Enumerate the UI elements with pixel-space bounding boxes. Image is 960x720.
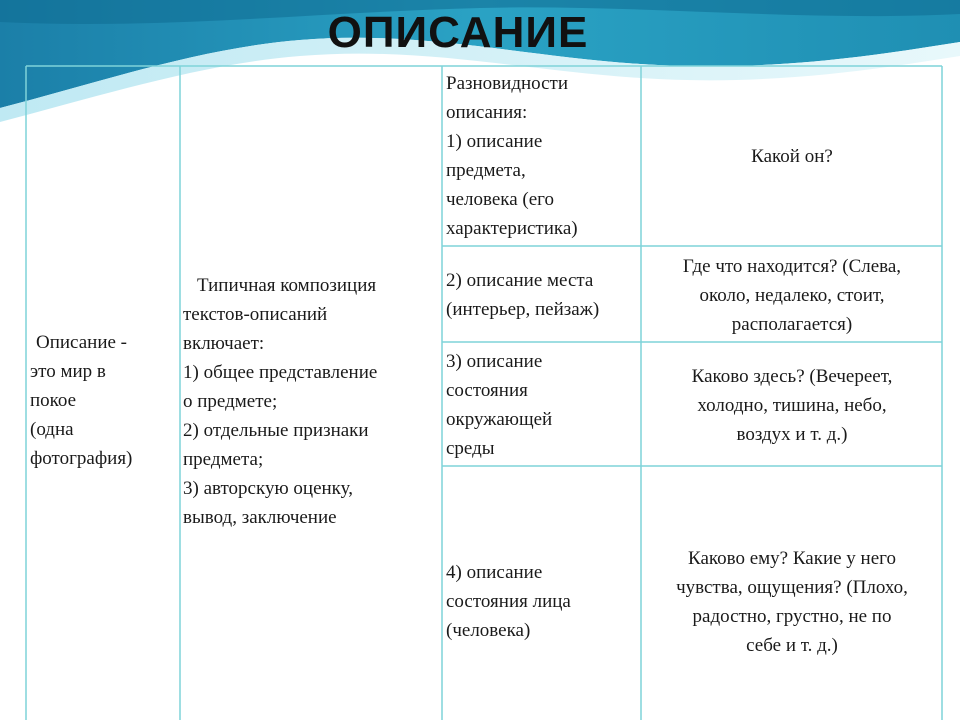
composition-cell [183, 271, 441, 532]
type-question-cell [642, 142, 942, 171]
type-question-line: около, недалеко, стоит, [699, 285, 885, 306]
type-kind-line: характеристика) [446, 218, 578, 239]
definition-line: Описание - [36, 332, 128, 353]
type-question-line: располагается) [731, 314, 853, 335]
type-kind-line: описания: [446, 102, 528, 123]
composition-line: предмета; [183, 449, 264, 470]
definition-line: покое [30, 390, 77, 411]
composition-line: 2) отдельные признаки [183, 420, 369, 441]
type-kind-line: 2) описание места [446, 270, 594, 291]
definition-line: (одна [30, 419, 74, 440]
type-kind-line: окружающей [446, 409, 553, 430]
type-question-line: Каково ему? Какие у него [688, 548, 896, 569]
type-kind-line: 4) описание [446, 562, 543, 583]
type-kind-line: состояния [446, 380, 528, 401]
type-kind-cell [446, 69, 640, 243]
definition-line: это мир в [30, 361, 106, 382]
type-question-line: холодно, тишина, небо, [697, 395, 887, 416]
type-kind-line: (человека) [446, 620, 531, 641]
type-question-cell [642, 362, 942, 449]
type-kind-line: Разновидности [446, 73, 569, 94]
definition-cell [30, 328, 178, 473]
type-question-line: Каково здесь? (Вечереет, [691, 366, 893, 387]
type-question-line: Где что находится? (Слева, [682, 256, 902, 277]
composition-line: 1) общее представление [183, 362, 378, 383]
type-kind-line: среды [446, 438, 495, 459]
composition-line: текстов-описаний [183, 304, 328, 325]
type-question-line: Какой он? [751, 146, 833, 167]
type-kind-line: человека (его [446, 189, 554, 210]
composition-line: Типичная композиция [197, 275, 377, 296]
page-title: ОПИСАНИЕ [327, 8, 589, 57]
type-kind-line: предмета, [446, 160, 526, 181]
definition-line: фотография) [30, 448, 133, 469]
type-kind-cell [446, 347, 640, 463]
composition-line: 3) авторскую оценку, [183, 478, 353, 499]
type-kind-cell [446, 558, 640, 645]
type-kind-cell [446, 266, 640, 324]
type-question-line: чувства, ощущения? (Плохо, [676, 577, 908, 598]
type-question-line: себе и т. д.) [746, 635, 838, 656]
type-kind-line: (интерьер, пейзаж) [446, 299, 600, 320]
type-question-cell [642, 544, 942, 660]
type-question-line: воздух и т. д.) [736, 424, 848, 445]
type-kind-line: 1) описание [446, 131, 543, 152]
type-kind-line: 3) описание [446, 351, 543, 372]
type-question-cell [642, 252, 942, 339]
composition-line: включает: [183, 333, 265, 354]
composition-line: о предмете; [183, 391, 278, 412]
type-question-line: радостно, грустно, не по [692, 606, 892, 627]
composition-line: вывод, заключение [183, 507, 337, 528]
type-kind-line: состояния лица [446, 591, 571, 612]
